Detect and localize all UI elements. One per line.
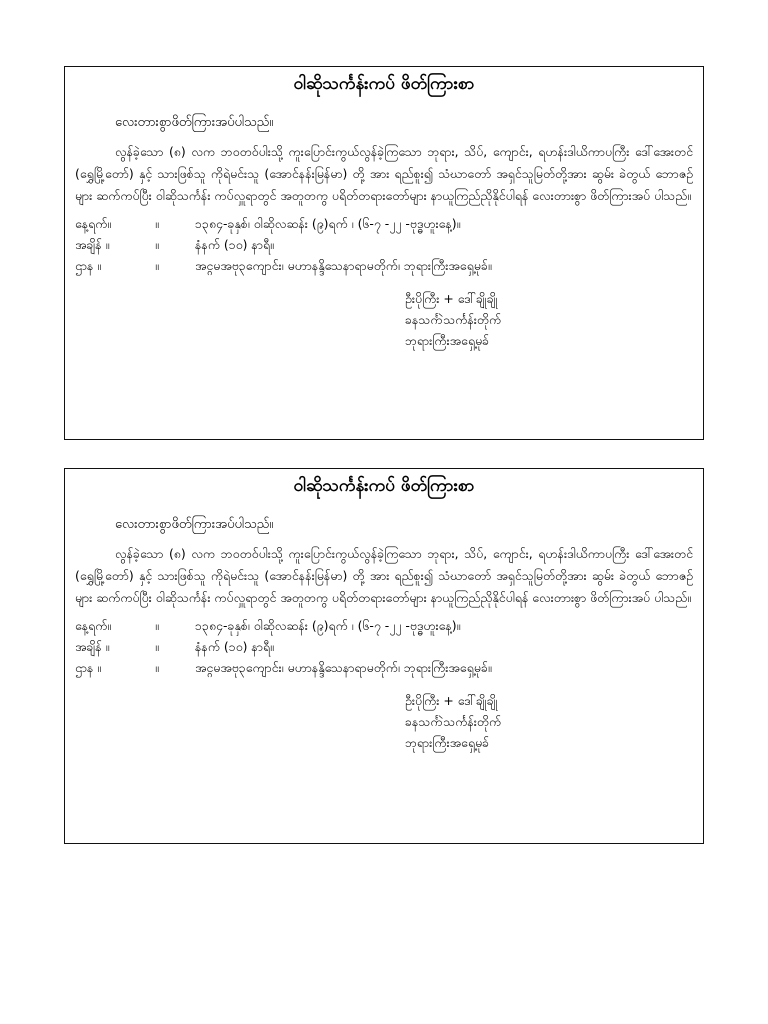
detail-row-time: [75, 234, 693, 255]
row-value: ၁၃၈၄-ခုနှစ်၊ ဝါဆိုလဆန်း (၉)ရက် ၊ (၆-၇ -၂၂ -ဗုဒ္ဓဟူးနေ့)။: [195, 216, 461, 231]
signature-line: ဦးပိုကြီး + ဒေါ်ချိုချို: [405, 693, 498, 708]
row-colon: ။: [155, 660, 159, 675]
row-key: အချိန် ။: [75, 237, 110, 252]
invitation-card-1: [64, 66, 704, 440]
row-colon: ။: [155, 639, 159, 654]
row-value: နံနက် (၁၀) နာရီ။: [195, 237, 274, 252]
row-colon: ။: [155, 237, 159, 252]
card-title: ဝါဆိုသင်္ကန်းကပ် ဖိတ်ကြားစာ: [293, 74, 475, 94]
signature-line: ဘုရားကြီးအရှေ့မုခ်: [405, 333, 490, 348]
detail-row-time: [75, 636, 693, 657]
row-colon: ။: [155, 258, 159, 273]
card-title: ဝါဆိုသင်္ကန်းကပ် ဖိတ်ကြားစာ: [293, 476, 475, 496]
signature-block: [405, 288, 693, 351]
row-value: ၁၃၈၄-ခုနှစ်၊ ဝါဆိုလဆန်း (၉)ရက် ၊ (၆-၇ -၂၂ -ဗုဒ္ဓဟူးနေ့)။: [195, 618, 461, 633]
body-paragraph: လွန်ခဲ့သော (၈) လက ဘဝတဝ်ပါးသို့ ကူးပြောင်းကွယ်လွန်ခဲ့ကြသော ဘုရား, သိပ်, ကျောင်း, ရဟန်းဒါယိကာပကြီး ဒေါ်အေးတင် (ရွှေမြို့တော်) နှင့် သားဖြစ်သူ ကိုရဲမင်းသူ (အောင်နန်းမြန်မာ) တို့ အား ရည်စူး၍ သံဃာတော် အရှင်သူမြတ်တို့အား ဆွမ်း ခဲတွယ် ဘောဇဥ်များ ဆက်ကပ်ပြီး ဝါဆိုသင်္ကန်း ကပ်လှူရာတွင် အတူတကွ ပရိတ်တရားတော်များ နာယူကြည်ညိုနိုင်ပါရန် လေးတားစွာ ဖိတ်ကြားအပ် ပါသည်။: [75, 546, 693, 605]
greeting-line: လေးတားစွာဖိတ်ကြားအပ်ပါသည်။: [115, 517, 274, 532]
row-key: နေ့ရက်။: [75, 618, 112, 633]
row-key: အချိန် ။: [75, 639, 110, 654]
signature-block: [405, 690, 693, 753]
row-value: အင္ဂမအဗု၃ကျောင်း၊ မဟာနန္ဒိသေနာရာမတိုက်၊ ဘုရားကြီးအရှေ့မုခ်။: [195, 258, 492, 273]
row-colon: ။: [155, 216, 159, 231]
body-paragraph: လွန်ခဲ့သော (၈) လက ဘဝတဝ်ပါးသို့ ကူးပြောင်းကွယ်လွန်ခဲ့ကြသော ဘုရား, သိပ်, ကျောင်း, ရဟန်းဒါယိကာပကြီး ဒေါ်အေးတင် (ရွှေမြို့တော်) နှင့် သားဖြစ်သူ ကိုရဲမင်းသူ (အောင်နန်းမြန်မာ) တို့ အား ရည်စူး၍ သံဃာတော် အရှင်သူမြတ်တို့အား ဆွမ်း ခဲတွယ် ဘောဇဥ်များ ဆက်ကပ်ပြီး ဝါဆိုသင်္ကန်း ကပ်လှူရာတွင် အတူတကွ ပရိတ်တရားတော်များ နာယူကြည်ညိုနိုင်ပါရန် လေးတားစွာ ဖိတ်ကြားအပ် ပါသည်။: [75, 144, 693, 203]
detail-rows: [75, 213, 693, 276]
signature-line: ခနသင်္ကဲသင်္ကန်းတိုက်: [405, 714, 502, 729]
detail-row-venue: [75, 255, 693, 276]
greeting-line: လေးတားစွာဖိတ်ကြားအပ်ပါသည်။: [115, 115, 274, 130]
detail-rows: [75, 615, 693, 678]
row-key: ဌာန ။: [75, 258, 102, 273]
signature-line: ဘုရားကြီးအရှေ့မုခ်: [405, 735, 490, 750]
signature-line: ခနသင်္ကဲသင်္ကန်းတိုက်: [405, 312, 502, 327]
row-value: အင္ဂမအဗု၃ကျောင်း၊ မဟာနန္ဒိသေနာရာမတိုက်၊ ဘုရားကြီးအရှေ့မုခ်။: [195, 660, 492, 675]
invitation-card-2: [64, 468, 704, 844]
row-value: နံနက် (၁၀) နာရီ။: [195, 639, 274, 654]
detail-row-date: [75, 615, 693, 636]
detail-row-date: [75, 213, 693, 234]
detail-row-venue: [75, 657, 693, 678]
signature-line: ဦးပိုကြီး + ဒေါ်ချိုချို: [405, 291, 498, 306]
row-colon: ။: [155, 618, 159, 633]
row-key: ဌာန ။: [75, 660, 102, 675]
row-key: နေ့ရက်။: [75, 216, 112, 231]
